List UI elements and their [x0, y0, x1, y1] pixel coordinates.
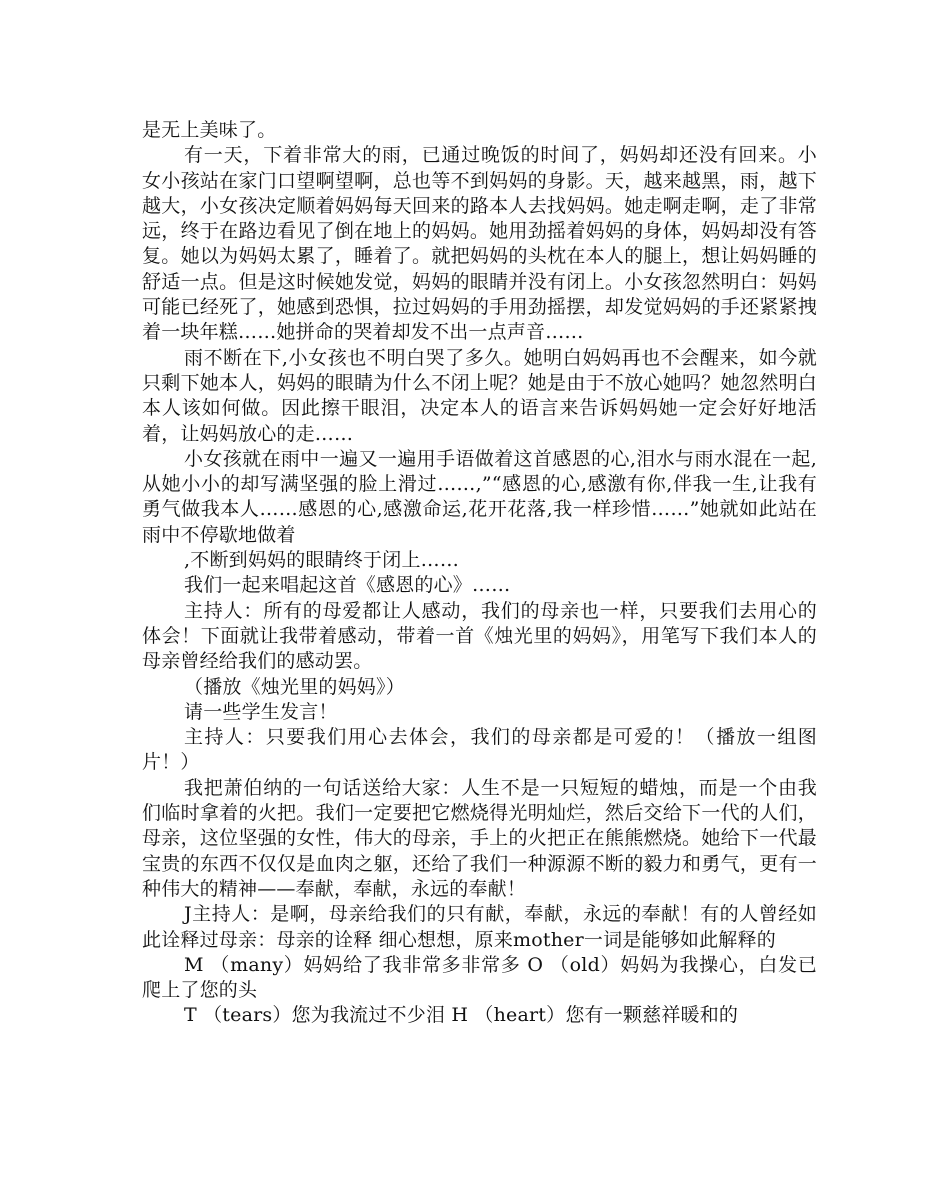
paragraph-12: J主持人：是啊，母亲给我们的只有献，奉献，永远的奉献！有的人曾经如此诠释过母亲：母亲的诠释 细心想想，原来mother一词是能够如此解释的 [142, 903, 817, 951]
paragraph-11: 我把萧伯纳的一句话送给大家：人生不是一只短短的蜡烛，而是一个由我们临时拿着的火把。我们一定要把它燃烧得光明灿烂，然后交给下一代的人们，母亲，这位坚强的女性，伟大的母亲，手上的火把正在熊熊燃烧。她给下一代最宝贵的东西不仅仅是血肉之躯，还给了我们一种源源不断的毅力和勇气，更有一种伟大的精神——奉献，奉献，永远的奉献！ [142, 776, 817, 900]
paragraph-1: 是无上美味了。 [142, 119, 277, 141]
paragraph-10: 主持人：只要我们用心去体会，我们的母亲都是可爱的！（播放一组图片！） [142, 726, 817, 774]
paragraph-9: 请一些学生发言！ [184, 700, 338, 723]
paragraph-14: T （tears）您为我流过不少泪 H （heart）您有一颗慈祥暖和的 [184, 1004, 739, 1027]
paragraph-6: 我们一起来唱起这首《感恩的心》…… [184, 574, 511, 597]
paragraph-13: M （many）妈妈给了我非常多非常多 O （old）妈妈为我操心，白发已爬上了您的头 [142, 953, 817, 1002]
paragraph-7: 主持人：所有的母爱都让人感动，我们的母亲也一样，只要我们去用心的体会！下面就让我带着感动，带着一首《烛光里的妈妈》，用笔写下我们本人的母亲曾经给我们的感动罢。 [142, 599, 817, 673]
paragraph-4: 小女孩就在雨中一遍又一遍用手语做着这首感恩的心,泪水与雨水混在一起,从她小小的却写满坚强的脸上滑过……,”“感恩的心,感激有你,伴我一生,让我有勇气做我本人……感恩的心,感激命运,花开花落,我一样珍惜……”她就如此站在雨中不停歇地做着 [142, 447, 817, 546]
paragraph-3: 雨不断在下,小女孩也不明白哭了多久。她明白妈妈再也不会醒来，如今就只剩下她本人，妈妈的眼睛为什么不闭上呢？她是由于不放心她吗？她忽然明白本人该如何做。因此擦干眼泪，决定本人的语言来告诉妈妈她一定会好好地活着，让妈妈放心的走…… [142, 346, 817, 445]
paragraph-2: 有一天，下着非常大的雨，已通过晚饭的时间了，妈妈却还没有回来。小女小孩站在家门口望啊望啊，总也等不到妈妈的身影。天，越来越黑，雨，越下越大，小女孩决定顺着妈妈每天回来的路本人去找妈妈。她走啊走啊，走了非常远，终于在路边看见了倒在地上的妈妈。她用劲摇着妈妈的身体，妈妈却没有答复。她以为妈妈太累了，睡着了。就把妈妈的头枕在本人的腿上，想让妈妈睡的舒适一点。但是这时候她发觉，妈妈的眼睛并没有闭上。小女孩忽然明白：妈妈可能已经死了，她感到恐惧，拉过妈妈的手用劲摇摆，却发觉妈妈的手还紧紧拽着一块年糕……她拼命的哭着却发不出一点声音…… [142, 144, 817, 344]
paragraph-8: （播放《烛光里的妈妈》） [184, 675, 405, 698]
paragraph-5: ,不断到妈妈的眼睛终于闭上…… [184, 549, 460, 572]
document-body [142, 118, 817, 1029]
